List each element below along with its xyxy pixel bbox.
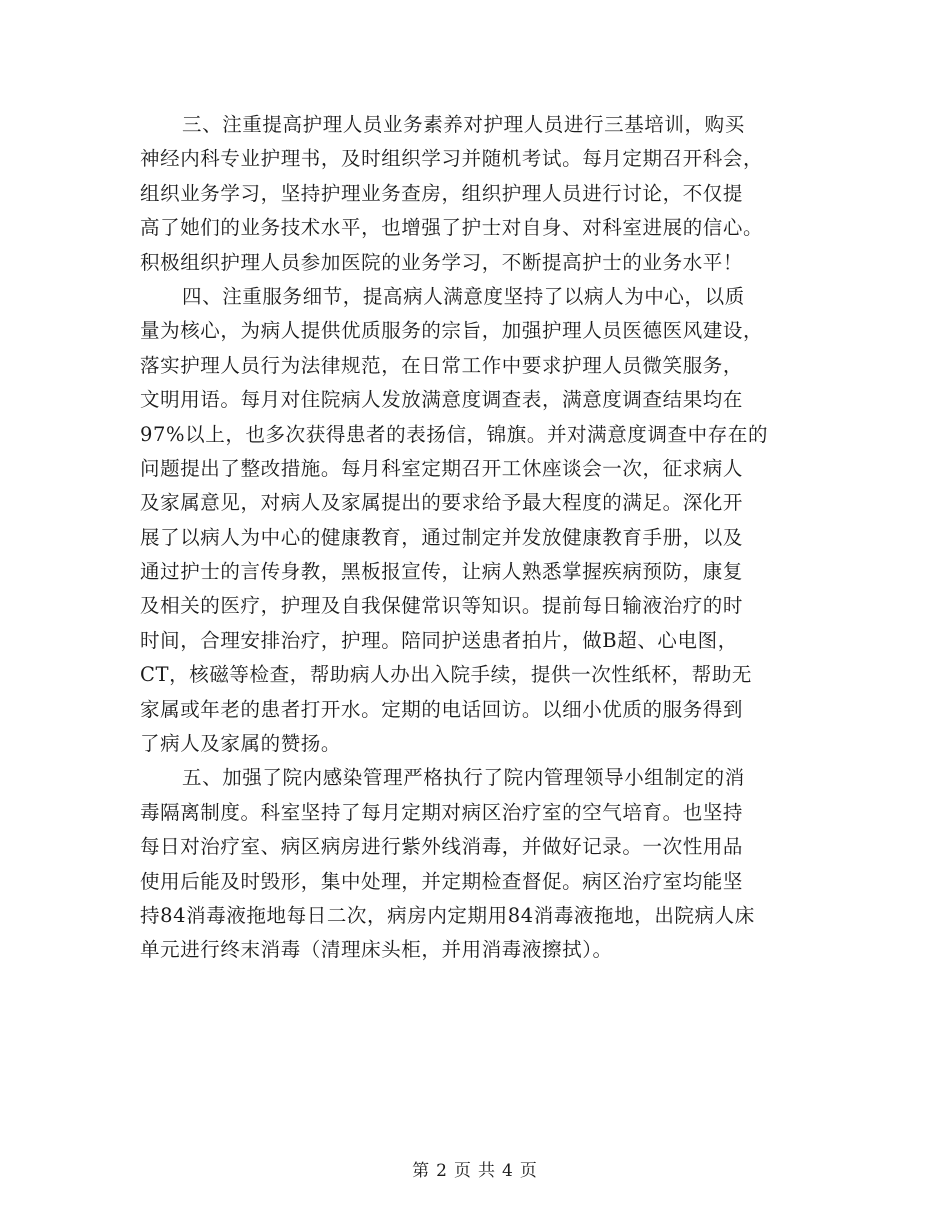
text-line: 使用后能及时毁形，集中处理，并定期检查督促。病区治疗室均能坚 <box>140 869 744 893</box>
text-line: 三、注重提高护理人员业务素养对护理人员进行三基培训，购买 <box>182 113 745 136</box>
footer-suffix: 页 <box>519 1161 538 1181</box>
document-body <box>140 108 820 968</box>
text-line: 量为核心，为病人提供优质服务的宗旨，加强护理人员医德医风建设， <box>140 319 764 343</box>
text-line: 通过护士的言传身教，黑板报宣传，让病人熟悉掌握疾病预防，康复 <box>140 560 744 584</box>
footer-current-page: 2 <box>436 1161 448 1181</box>
page-footer <box>0 1156 950 1181</box>
text-line: 展了以病人为中心的健康教育，通过制定并发放健康教育手册，以及 <box>140 525 744 549</box>
text-line: 五、加强了院内感染管理严格执行了院内管理领导小组制定的消 <box>182 766 745 790</box>
text-line: 积极组织护理人员参加医院的业务学习，不断提高护士的业务水平！ <box>140 250 744 274</box>
footer-page-word: 页 <box>454 1161 472 1181</box>
text-line: 问题提出了整改措施。每月科室定期召开工休座谈会一次，征求病人 <box>140 456 744 480</box>
footer-prefix: 第 <box>412 1161 431 1181</box>
text-line: 单元进行终末消毒（清理床头柜，并用消毒液擦拭）。 <box>140 938 613 962</box>
text-line: 高了她们的业务技术水平，也增强了护士对自身、对科室进展的信心。 <box>140 216 764 240</box>
text-line: 及家属意见，对病人及家属提出的要求给予最大程度的满足。深化开 <box>140 491 744 515</box>
text-line: 每日对治疗室、病区病房进行紫外线消毒，并做好记录。一次性用品 <box>140 835 744 859</box>
text-line: 家属或年老的患者打开水。定期的电话回访。以细小优质的服务得到 <box>140 697 744 721</box>
text-line: 神经内科专业护理书，及时组织学习并随机考试。每月定期召开科会， <box>140 147 764 171</box>
text-line: 97%以上，也多次获得患者的表扬信，锦旗。并对满意度调查中存在的 <box>140 422 769 446</box>
text-line: 文明用语。每月对住院病人发放满意度调查表，满意度调查结果均在 <box>140 388 744 412</box>
text-line: 四、注重服务细节，提高病人满意度坚持了以病人为中心，以质 <box>182 284 745 308</box>
footer-total-pages: 4 <box>502 1161 514 1181</box>
text-line: CT，核磁等检查，帮助病人办出入院手续，提供一次性纸杯，帮助无 <box>140 663 753 687</box>
text-line: 毒隔离制度。科室坚持了每月定期对病区治疗室的空气培育。也坚持 <box>140 800 744 824</box>
text-line: 组织业务学习，坚持护理业务查房，组织护理人员进行讨论，不仅提 <box>140 181 744 205</box>
text-line: 及相关的医疗，护理及自我保健常识等知识。提前每日输液治疗的时 <box>140 594 744 618</box>
text-line: 持84消毒液拖地每日二次，病房内定期用84消毒液拖地，出院病人床 <box>140 903 755 927</box>
text-line: 落实护理人员行为法律规范，在日常工作中要求护理人员微笑服务， <box>140 353 744 377</box>
footer-total-word: 共 <box>478 1161 496 1181</box>
text-line: 了病人及家属的赞扬。 <box>140 732 342 756</box>
text-line: 时间，合理安排治疗，护理。陪同护送患者拍片，做B超、心电图， <box>140 628 738 652</box>
